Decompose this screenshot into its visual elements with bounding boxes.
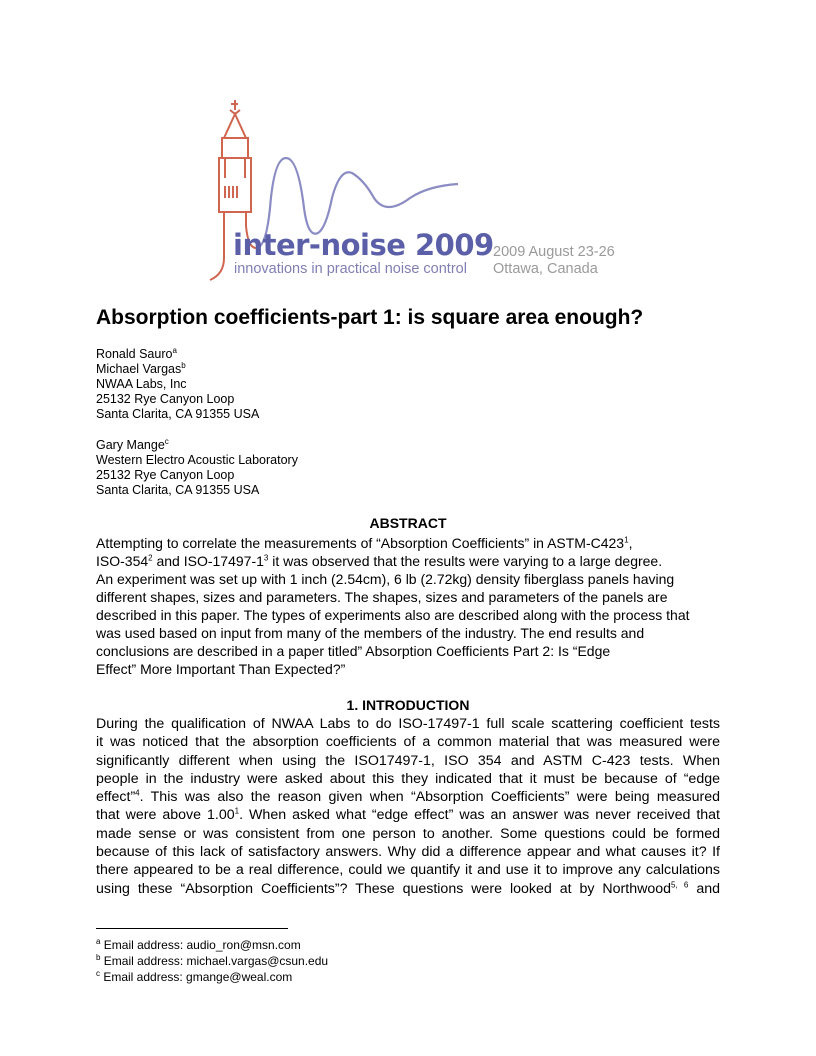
logo-place: Ottawa, Canada (493, 261, 598, 277)
footnote-a: $^a$ Email address: audio_ron@msn.com (96, 937, 301, 952)
introduction-body: During the qualification of NWAA Labs to do ISO-17497-1 full scale scattering coefficient tests it was noticed that the absorption coefficients of a common material that was measured were significantly different when using the ISO17497-1, ISO 354 and ASTM C-423 tests. When people in the industry were asked about this they indicated that it must be because of “edge effect”$^4$. This was also the reason given when “Absorption Coefficients” were being measured that were above 1.00$^1$. When asked what “edge effect” was an answer was never received that made sense or was consistent from one person to another. Some questions could be formed because of this lack of satisfactory answers. Why did a difference appear and what causes it? If there appeared to be a real difference, could we quantify it and use it to improve any calculations using these “Absorption Coefficients”? These questions were looked at by Northwood$^{5, 6}$ and (96, 716, 721, 897)
author-block-1 (96, 347, 259, 422)
author-city: Santa Clarita, CA 91355 USA (96, 483, 260, 497)
footnote-b: $^b$ Email address: michael.vargas@csun.edu (96, 953, 329, 968)
logo-date: 2009 August 23-26 (493, 244, 615, 260)
author-name: Gary Mange$^c$ (96, 436, 169, 452)
author-street: 25132 Rye Canyon Loop (96, 468, 235, 482)
author-organization: NWAA Labs, Inc (96, 377, 187, 391)
author-organization: Western Electro Acoustic Laboratory (96, 453, 298, 467)
author-block-2 (96, 438, 298, 498)
footnote-divider (96, 928, 288, 929)
paper-title: Absorption coefficients-part 1: is square area enough? (96, 306, 644, 329)
footnote-c: $^c$ Email address: gmange@weal.com (96, 969, 293, 984)
author-name: Michael Vargas$^b$ (96, 360, 186, 376)
abstract-body: Attempting to correlate the measurements of “Absorption Coefficients” in ASTM-$C423^1$, ISO-$354^2$ and ISO-$17497-1^3$ it was observed that the results were varying to a large degree. An experiment was set up with 1 inch (2.54cm), 6 lb (2.72kg) density fiberglass panels having different shapes, sizes and parameters. The shapes, sizes and parameters of the panels are described in this paper. The types of experiments also are described along with the process that was used based on input from many of the members of the industry. The end results and conclusions are described in a paper titled” Absorption Coefficients Part 2: Is “Edge Effect” More Important Than Expected?” (96, 535, 690, 677)
author-street: 25132 Rye Canyon Loop (96, 392, 235, 406)
logo-title: inter-noise 2009 (233, 228, 494, 262)
author-city: Santa Clarita, CA 91355 USA (96, 407, 260, 421)
footnotes (96, 937, 328, 985)
logo-subtitle: innovations in practical noise control (234, 261, 467, 277)
abstract-heading: ABSTRACT (369, 515, 447, 531)
author-name: Ronald Sauro$^a$ (96, 345, 177, 361)
introduction-heading: 1. INTRODUCTION (346, 697, 470, 713)
